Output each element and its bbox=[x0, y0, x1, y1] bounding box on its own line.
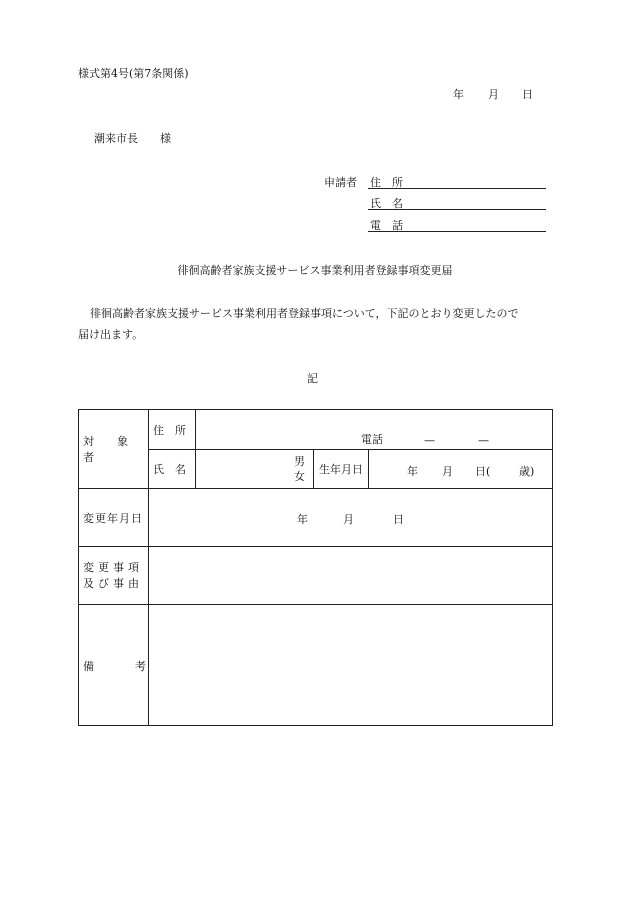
name-label bbox=[149, 450, 196, 489]
remarks-label bbox=[79, 605, 149, 726]
change-item-row bbox=[79, 547, 553, 605]
remarks-label-char2: 考 bbox=[135, 660, 146, 673]
change-day-label: 日 bbox=[393, 513, 404, 526]
subject-name-row bbox=[79, 450, 553, 489]
phone-dash-1: — bbox=[424, 434, 435, 447]
dob-label-text: 生年月日 bbox=[319, 463, 363, 476]
address-label-text: 住 所 bbox=[153, 424, 186, 437]
dob-label bbox=[314, 450, 369, 489]
phone-dash-2: — bbox=[478, 434, 489, 447]
date-month-label: 月 bbox=[488, 88, 499, 101]
addressee-honorific: 様 bbox=[160, 132, 171, 145]
document-title: 徘徊高齢者家族支援サービス事業利用者登録事項変更届 bbox=[177, 264, 453, 277]
change-item-field[interactable] bbox=[149, 547, 553, 605]
phone-label: 電話 bbox=[361, 433, 383, 446]
change-item-label-line1: 変更事項 bbox=[83, 560, 143, 574]
sex-female-option[interactable]: 女 bbox=[294, 470, 305, 483]
remarks-row bbox=[79, 605, 553, 726]
body-text-line2: 届け出ます。 bbox=[78, 328, 144, 341]
dob-month-label: 月 bbox=[442, 465, 453, 478]
change-date-field[interactable] bbox=[149, 489, 553, 547]
addressee-name: 潮来市長 bbox=[94, 132, 138, 145]
applicant-address-label: 住 所 bbox=[370, 176, 403, 189]
change-year-label: 年 bbox=[297, 513, 308, 526]
change-date-label-text: 変更年月日 bbox=[83, 511, 143, 525]
subject-address-field[interactable] bbox=[196, 410, 553, 450]
applicant-label: 申請者 bbox=[324, 176, 357, 189]
change-item-label bbox=[79, 547, 149, 605]
applicant-name-line[interactable] bbox=[368, 209, 546, 210]
subject-name-field[interactable] bbox=[196, 450, 314, 489]
ki-heading: 記 bbox=[307, 372, 318, 385]
remarks-field[interactable] bbox=[149, 605, 553, 726]
sex-selector[interactable] bbox=[294, 454, 305, 484]
date-year-label: 年 bbox=[453, 88, 464, 101]
sex-male-option[interactable]: 男 bbox=[294, 455, 305, 468]
form-table bbox=[78, 409, 553, 726]
applicant-phone-line[interactable] bbox=[368, 231, 546, 232]
change-item-label-line2: 及び事由 bbox=[83, 576, 143, 590]
form-number: 様式第4号(第7条関係) bbox=[78, 67, 189, 80]
dob-field[interactable] bbox=[369, 450, 553, 489]
applicant-phone-label: 電 話 bbox=[370, 219, 403, 232]
dob-age-label: 歳) bbox=[519, 465, 535, 478]
address-label bbox=[149, 410, 196, 450]
subject-address-row bbox=[79, 410, 553, 450]
dob-day-label: 日( bbox=[475, 465, 491, 478]
applicant-address-line[interactable] bbox=[368, 188, 546, 189]
date-day-label: 日 bbox=[522, 88, 533, 101]
body-text-line1: 徘徊高齢者家族支援サービス事業利用者登録事項について，下記のとおり変更したので bbox=[90, 307, 519, 320]
remarks-label-char1: 備 bbox=[83, 660, 94, 673]
dob-year-label: 年 bbox=[407, 465, 418, 478]
change-date-label bbox=[79, 489, 149, 547]
change-date-row bbox=[79, 489, 553, 547]
name-label-text: 氏 名 bbox=[153, 463, 186, 476]
applicant-name-label: 氏 名 bbox=[370, 197, 403, 210]
subject-label bbox=[79, 410, 149, 489]
change-month-label: 月 bbox=[343, 513, 354, 526]
subject-label-text: 対 象 者 bbox=[83, 435, 151, 464]
